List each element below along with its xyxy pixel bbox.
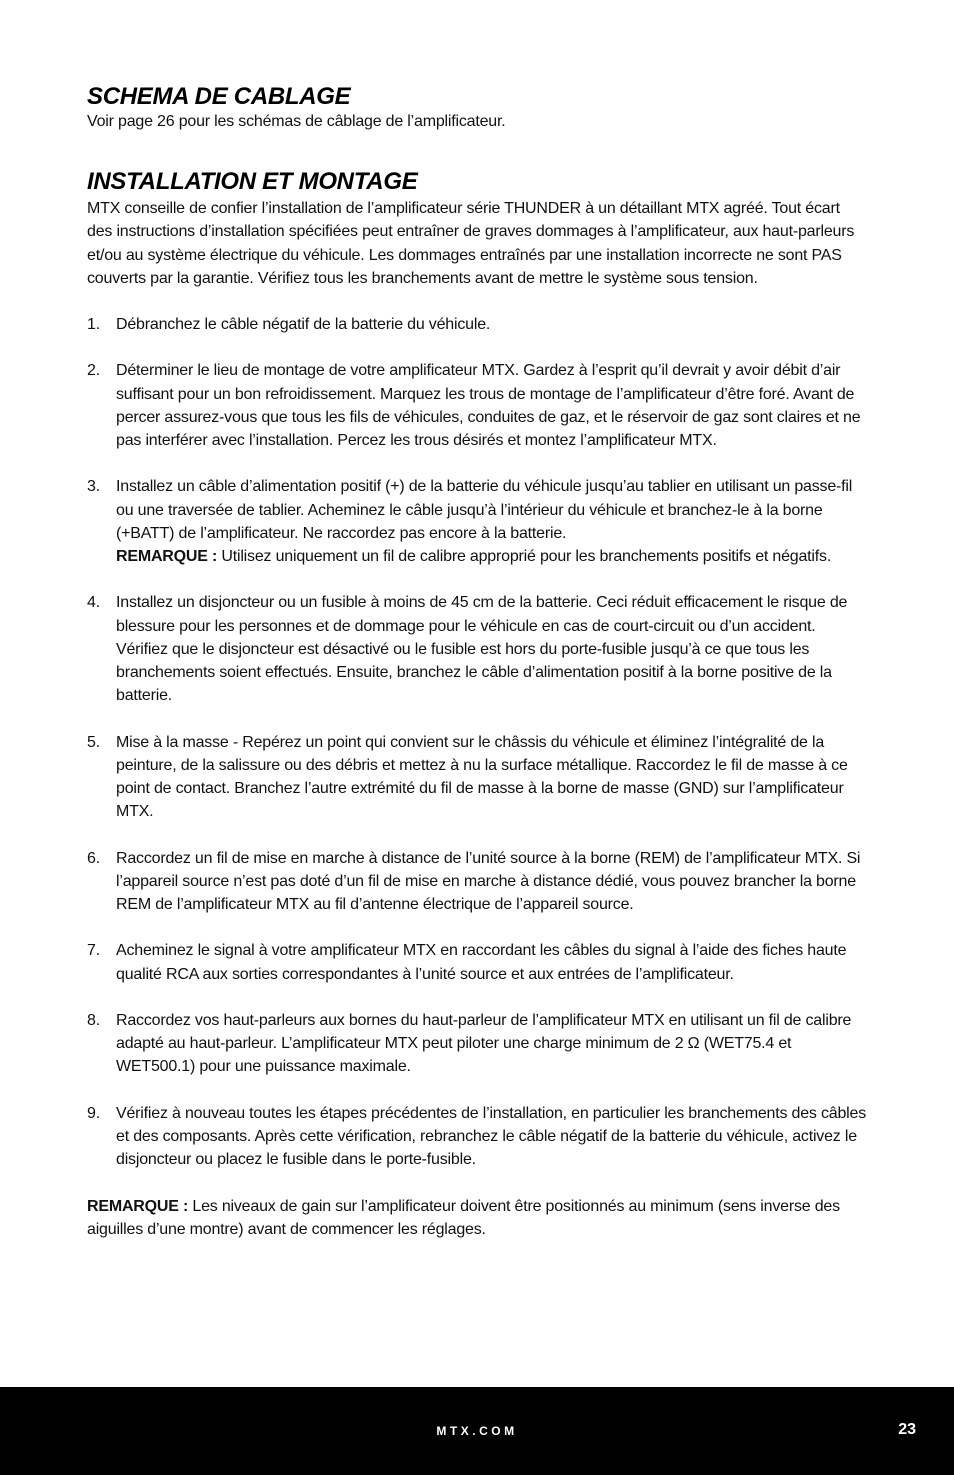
- step-number: 3.: [87, 478, 100, 496]
- step-number: 6.: [87, 849, 100, 867]
- step-note-text: Utilisez uniquement un fil de calibre approprié pour les branchements positifs et négatifs.: [221, 548, 832, 566]
- step-item: [87, 591, 867, 707]
- step-text: Raccordez un fil de mise en marche à distance de l’unité source à la borne (REM) de l’amplificateur MTX. Si l’appareil source n’est pas doté d’un fil de mise en marche à distance dédié, vous pouvez brancher la borne REM de l’amplificateur MTX au fil d’antenne électrique de l’appareil source.: [116, 849, 861, 914]
- step-number: 5.: [87, 733, 100, 751]
- step-number: 8.: [87, 1012, 100, 1029]
- section-title-wiring: SCHEMA DE CABLAGE: [87, 83, 351, 110]
- page-footer: [0, 1387, 954, 1475]
- step-item: [87, 1102, 867, 1172]
- step-text: Débranchez le câble négatif de la batterie du véhicule.: [116, 316, 491, 334]
- step-item: [87, 847, 867, 917]
- section-title-installation: INSTALLATION ET MONTAGE: [87, 168, 418, 196]
- step-item: [87, 1009, 867, 1079]
- step-text: Raccordez vos haut-parleurs aux bornes du haut-parleur de l’amplificateur MTX en utilisant un fil de calibre adapté au haut-parleur. L’amplificateur MTX peut piloter une charge minimum de 2 Ω (WET75.4 et WET500.1) pour une puissance maximale.: [116, 1012, 852, 1076]
- step-number: 7.: [87, 942, 100, 960]
- step-number: 1.: [87, 316, 100, 334]
- step-number: 9.: [87, 1104, 100, 1122]
- step-item: [87, 939, 867, 985]
- page-number: 23: [898, 1421, 916, 1438]
- final-note-text: Les niveaux de gain sur l’amplificateur doivent être positionnés au minimum (sens inverse des aiguilles d’une montre) avant de commencer les réglages.: [87, 1197, 840, 1238]
- installation-intro: MTX conseille de confier l’installation de l’amplificateur série THUNDER à un détaillant MTX agréé. Tout écart des instructions d’installation spécifiées peut entraîner de graves dommages à l’amplificateur, aux haut-parleurs et/ou au système électrique du véhicule. Les dommages entraînés par une installation incorrecte ne sont PAS couverts par la garantie. Vérifiez tous les branchements avant de mettre le système sous tension.: [87, 200, 855, 287]
- step-text: Mise à la masse - Repérez un point qui convient sur le châssis du véhicule et éliminez l’intégralité de la peinture, de la salissure ou des débris et mettez à nu la surface métallique. Raccordez le fil de masse à ce point de contact. Branchez l’autre extrémité du fil de masse à la borne de masse (GND) sur l’amplificateur MTX.: [116, 733, 848, 821]
- wiring-text: Voir page 26 pour les schémas de câblage de l’amplificateur.: [87, 113, 506, 130]
- step-item: [87, 313, 867, 336]
- step-text: Déterminer le lieu de montage de votre amplificateur MTX. Gardez à l’esprit qu’il devrait y avoir débit d’air suffisant pour un bon refroidissement. Marquez les trous de montage de l’amplificateur d’être foré. Avant de percer assurez-vous que tous les fils de véhicules, conduites de gaz, et le réservoir de gaz sont claires et ne pas interférer avec l’installation. Percez les trous désirés et montez l’amplificateur MTX.: [116, 362, 861, 450]
- step-item: [87, 475, 867, 568]
- installation-steps: [87, 313, 867, 1171]
- final-note: [87, 1195, 867, 1241]
- step-text: Acheminez le signal à votre amplificateur MTX en raccordant les câbles du signal à l’aide des fiches haute qualité RCA aux sorties correspondantes à l’unité source et aux entrées de l’amplificateur.: [116, 942, 847, 983]
- step-note-label: REMARQUE :: [116, 548, 218, 566]
- step-text: Installez un disjoncteur ou un fusible à moins de 45 cm de la batterie. Ceci réduit efficacement le risque de blessure pour les personnes et de dommage pour le véhicule en cas de court-circuit ou d’un accident. Vérifiez que le disjoncteur est désactivé ou le fusible est hors du porte-fusible jusqu’à ce que tous les branchements soient effectués. Ensuite, branchez le câble d’alimentation positif à la borne positive de la batterie.: [116, 594, 848, 705]
- step-item: [87, 359, 867, 452]
- step-text: Vérifiez à nouveau toutes les étapes précédentes de l’installation, en particulier les branchements des câbles et des composants. Après cette vérification, rebranchez le câble négatif de la batterie du véhicule, activez le disjoncteur ou placez le fusible dans le porte-fusible.: [116, 1104, 867, 1169]
- step-number: 4.: [87, 594, 100, 612]
- footer-site-link[interactable]: MTX.COM: [436, 1424, 518, 1438]
- page-content: [87, 84, 867, 1241]
- step-number: 2.: [87, 362, 100, 380]
- final-note-label: REMARQUE :: [87, 1197, 189, 1215]
- step-text: Installez un câble d’alimentation positif (+) de la batterie du véhicule jusqu’au tablier en utilisant un passe-fil ou une traversée de tablier. Acheminez le câble jusqu’à l’intérieur du véhicule et branchez-le à la borne (+BATT) de l’amplificateur. Ne raccordez pas encore à la batterie.: [116, 478, 853, 542]
- step-item: [87, 731, 867, 824]
